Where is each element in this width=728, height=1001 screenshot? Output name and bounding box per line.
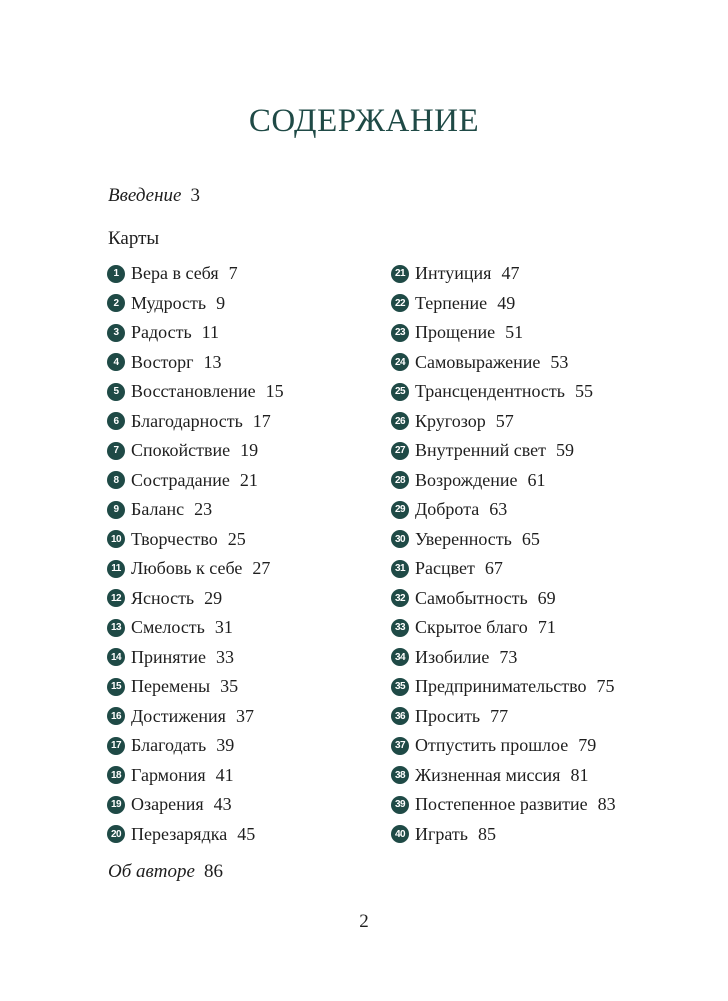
entry-page: 29 (204, 587, 223, 608)
entry-page: 37 (235, 705, 254, 726)
entry-number-badge: 6 (107, 412, 125, 430)
about-label: Об авторе (108, 861, 195, 882)
toc-entry[interactable] (391, 348, 616, 378)
entry-title: Благодать (131, 735, 207, 756)
entry-number-badge: 5 (107, 383, 125, 401)
page-title: СОДЕРЖАНИЕ (248, 103, 480, 139)
toc-entry[interactable] (107, 436, 284, 466)
entry-number-badge: 14 (107, 648, 125, 666)
toc-entry[interactable] (107, 407, 284, 437)
toc-entry[interactable] (107, 672, 284, 702)
toc-entry[interactable] (107, 495, 284, 525)
toc-entry[interactable] (391, 554, 616, 584)
about-entry[interactable] (108, 861, 223, 883)
toc-entry[interactable] (107, 731, 284, 761)
entry-number-badge: 19 (107, 796, 125, 814)
entry-title: Самобытность (415, 587, 528, 608)
entry-title: Творчество (131, 528, 218, 549)
entry-page: 51 (505, 322, 524, 343)
entry-title: Прощение (415, 322, 496, 343)
entry-title: Принятие (131, 646, 207, 667)
entry-title: Изобилие (415, 646, 490, 667)
entry-number-badge: 1 (107, 265, 125, 283)
entry-page: 25 (227, 528, 246, 549)
entry-title: Возрождение (415, 469, 518, 490)
entry-page: 75 (596, 676, 615, 697)
entry-page: 63 (489, 499, 508, 520)
entry-number-badge: 37 (391, 737, 409, 755)
entry-title: Ясность (131, 587, 195, 608)
entry-number-badge: 3 (107, 324, 125, 342)
toc-entry[interactable] (391, 731, 616, 761)
entry-page: 53 (550, 351, 569, 372)
entry-title: Уверенность (415, 528, 512, 549)
toc-entry[interactable] (391, 436, 616, 466)
toc-entry[interactable] (107, 820, 284, 850)
entry-number-badge: 30 (391, 530, 409, 548)
entry-page: 13 (203, 351, 222, 372)
entry-number-badge: 13 (107, 619, 125, 637)
entry-number-badge: 2 (107, 294, 125, 312)
entry-number-badge: 24 (391, 353, 409, 371)
toc-entry[interactable] (107, 259, 284, 289)
entry-page: 73 (499, 646, 518, 667)
entry-page: 59 (555, 440, 574, 461)
entry-title: Перемены (131, 676, 211, 697)
entry-page: 83 (597, 794, 616, 815)
entry-title: Трансцендентность (415, 381, 565, 402)
entry-number-badge: 27 (391, 442, 409, 460)
entry-title: Расцвет (415, 558, 475, 579)
cards-heading: Карты (108, 228, 160, 249)
toc-entry[interactable] (391, 761, 616, 791)
entry-number-badge: 23 (391, 324, 409, 342)
entry-title: Достижения (131, 705, 226, 726)
toc-entry[interactable] (391, 407, 616, 437)
entry-title: Сострадание (131, 469, 230, 490)
entry-title: Скрытое благо (415, 617, 528, 638)
entry-page: 77 (490, 705, 509, 726)
toc-entry[interactable] (391, 790, 616, 820)
toc-entry[interactable] (107, 348, 284, 378)
toc-entry[interactable] (107, 377, 284, 407)
entry-number-badge: 4 (107, 353, 125, 371)
entry-title: Играть (415, 823, 468, 844)
intro-entry[interactable] (108, 185, 200, 207)
toc-entry[interactable] (391, 525, 616, 555)
intro-label: Введение (108, 185, 182, 206)
entry-title: Спокойствие (131, 440, 231, 461)
entry-title: Восторг (131, 351, 194, 372)
entry-number-badge: 29 (391, 501, 409, 519)
entry-number-badge: 32 (391, 589, 409, 607)
entry-title: Вера в себя (131, 263, 219, 284)
toc-entry[interactable] (391, 466, 616, 496)
entry-number-badge: 35 (391, 678, 409, 696)
page-number: 2 (359, 911, 369, 932)
entry-page: 21 (239, 469, 258, 490)
entry-title: Перезарядка (131, 823, 228, 844)
toc-entry[interactable] (107, 318, 284, 348)
entry-page: 7 (228, 263, 238, 284)
entry-title: Интуиция (415, 263, 492, 284)
entry-number-badge: 38 (391, 766, 409, 784)
toc-entry[interactable] (107, 613, 284, 643)
entry-title: Постепенное развитие (415, 794, 588, 815)
toc-entry[interactable] (391, 259, 616, 289)
entry-number-badge: 18 (107, 766, 125, 784)
entry-title: Смелость (131, 617, 205, 638)
entry-page: 71 (537, 617, 556, 638)
toc-entry[interactable] (107, 702, 284, 732)
entry-number-badge: 36 (391, 707, 409, 725)
entry-number-badge: 25 (391, 383, 409, 401)
entry-number-badge: 28 (391, 471, 409, 489)
entry-title: Предпринимательство (415, 676, 587, 697)
toc-entry[interactable] (391, 289, 616, 319)
entry-page: 9 (216, 292, 226, 313)
entry-title: Благодарность (131, 410, 243, 431)
toc-entry[interactable] (391, 702, 616, 732)
toc-column-left (107, 259, 284, 849)
entry-number-badge: 15 (107, 678, 125, 696)
toc-entry[interactable] (391, 495, 616, 525)
entry-title: Просить (415, 705, 481, 726)
entry-number-badge: 39 (391, 796, 409, 814)
entry-page: 85 (477, 823, 496, 844)
entry-number-badge: 22 (391, 294, 409, 312)
entry-page: 57 (495, 410, 514, 431)
toc-entry[interactable] (107, 289, 284, 319)
toc-entry[interactable] (391, 820, 616, 850)
entry-page: 49 (497, 292, 516, 313)
entry-number-badge: 26 (391, 412, 409, 430)
entry-title: Отпустить прошлое (415, 735, 569, 756)
entry-page: 15 (265, 381, 284, 402)
entry-title: Мудрость (131, 292, 207, 313)
toc-entry[interactable] (107, 584, 284, 614)
entry-title: Баланс (131, 499, 185, 520)
entry-page: 17 (252, 410, 271, 431)
entry-page: 61 (527, 469, 546, 490)
entry-number-badge: 16 (107, 707, 125, 725)
entry-number-badge: 21 (391, 265, 409, 283)
toc-entry[interactable] (391, 613, 616, 643)
entry-page: 65 (521, 528, 540, 549)
entry-number-badge: 31 (391, 560, 409, 578)
about-page: 86 (203, 861, 223, 882)
entry-page: 45 (237, 823, 256, 844)
toc-entry[interactable] (391, 584, 616, 614)
toc-entry[interactable] (107, 643, 284, 673)
entry-title: Кругозор (415, 410, 486, 431)
toc-entry[interactable] (107, 554, 284, 584)
entry-page: 81 (570, 764, 589, 785)
entry-page: 47 (501, 263, 520, 284)
entry-title: Радость (131, 322, 192, 343)
entry-page: 33 (216, 646, 235, 667)
entry-page: 79 (578, 735, 597, 756)
entry-number-badge: 11 (107, 560, 125, 578)
entry-title: Доброта (415, 499, 480, 520)
entry-number-badge: 40 (391, 825, 409, 843)
toc-entry[interactable] (391, 377, 616, 407)
entry-number-badge: 34 (391, 648, 409, 666)
toc-entry[interactable] (391, 318, 616, 348)
entry-number-badge: 7 (107, 442, 125, 460)
toc-entry[interactable] (391, 672, 616, 702)
toc-entry[interactable] (107, 790, 284, 820)
intro-page: 3 (190, 185, 200, 206)
entry-page: 39 (216, 735, 235, 756)
entry-title: Озарения (131, 794, 204, 815)
toc-column-right (391, 259, 616, 849)
entry-number-badge: 8 (107, 471, 125, 489)
toc-entry[interactable] (107, 525, 284, 555)
entry-page: 23 (194, 499, 213, 520)
entry-page: 43 (213, 794, 232, 815)
entry-page: 19 (240, 440, 259, 461)
entry-page: 41 (215, 764, 234, 785)
entry-page: 35 (220, 676, 239, 697)
entry-page: 27 (252, 558, 271, 579)
toc-entry[interactable] (391, 643, 616, 673)
toc-entry[interactable] (107, 466, 284, 496)
toc-entry[interactable] (107, 761, 284, 791)
entry-title: Жизненная миссия (415, 764, 561, 785)
entry-page: 11 (201, 322, 220, 343)
entry-number-badge: 33 (391, 619, 409, 637)
entry-number-badge: 10 (107, 530, 125, 548)
entry-title: Гармония (131, 764, 206, 785)
entry-number-badge: 12 (107, 589, 125, 607)
entry-title: Внутренний свет (415, 440, 546, 461)
entry-page: 69 (537, 587, 556, 608)
entry-number-badge: 17 (107, 737, 125, 755)
entry-page: 55 (574, 381, 593, 402)
entry-title: Самовыражение (415, 351, 541, 372)
entry-number-badge: 9 (107, 501, 125, 519)
entry-page: 67 (484, 558, 503, 579)
entry-title: Любовь к себе (131, 558, 243, 579)
entry-title: Восстановление (131, 381, 256, 402)
entry-number-badge: 20 (107, 825, 125, 843)
entry-page: 31 (214, 617, 233, 638)
entry-title: Терпение (415, 292, 488, 313)
